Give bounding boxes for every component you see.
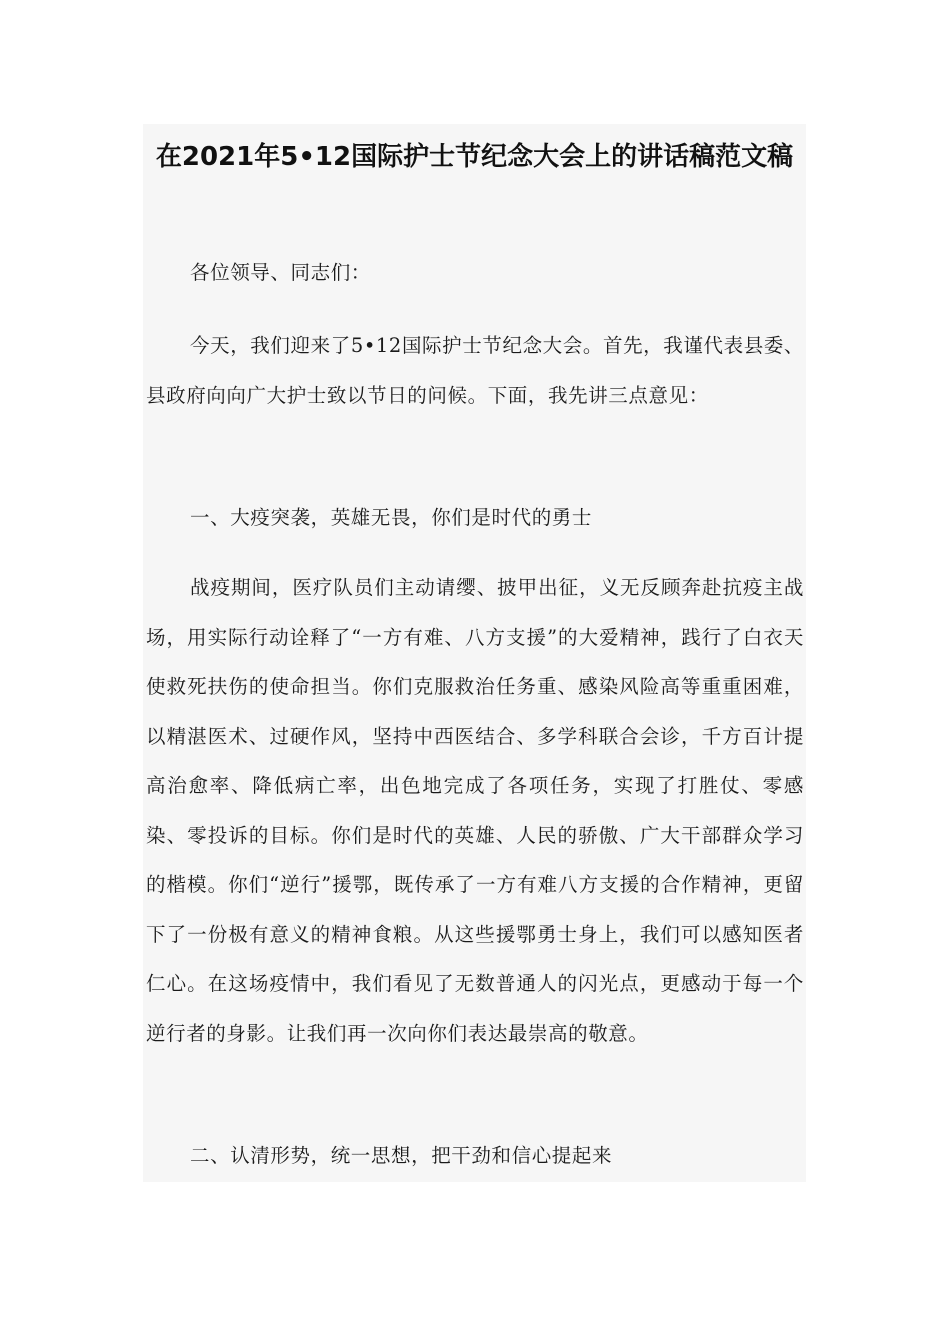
salutation-paragraph: 各位领导、同志们： (190, 261, 371, 284)
section-heading-1: 一、大疫突袭，英雄无畏，你们是时代的勇士 (190, 506, 593, 529)
opening-paragraph: 今天，我们迎来了5•12国际护士节纪念大会。首先，我谨代表县委、县政府向向广大护士致以节日的问候。下面，我先讲三点意见： (146, 334, 804, 407)
body-paragraph: 战疫期间，医疗队员们主动请缨、披甲出征，义无反顾奔赴抗疫主战场，用实际行动诠释了“一方有难、八方支援”的大爱精神，践行了白衣天使救死扶伤的使命担当。你们克服救治任务重、感染风险高等重重困难，以精湛医术、过硬作风，坚持中西医结合、多学科联合会诊，千方百计提高治愈率、降低病亡率，出色地完成了各项任务，实现了打胜仗、零感染、零投诉的目标。你们是时代的英雄、人民的骄傲、广大干部群众学习的楷模。你们“逆行”援鄂，既传承了一方有难八方支援的合作精神，更留下了一份极有意义的精神食粮。从这些援鄂勇士身上，我们可以感知医者仁心。在这场疫情中，我们看见了无数普通人的闪光点，更感动于每一个逆行者的身影。让我们再一次向你们表达最崇高的敬意。 (146, 576, 804, 1045)
document-body (143, 124, 806, 1182)
section-heading-2: 二、认清形势，统一思想，把干劲和信心提起来 (190, 1144, 613, 1167)
document-title: 在2021年5•12国际护士节纪念大会上的讲话稿范文稿 (155, 142, 794, 172)
